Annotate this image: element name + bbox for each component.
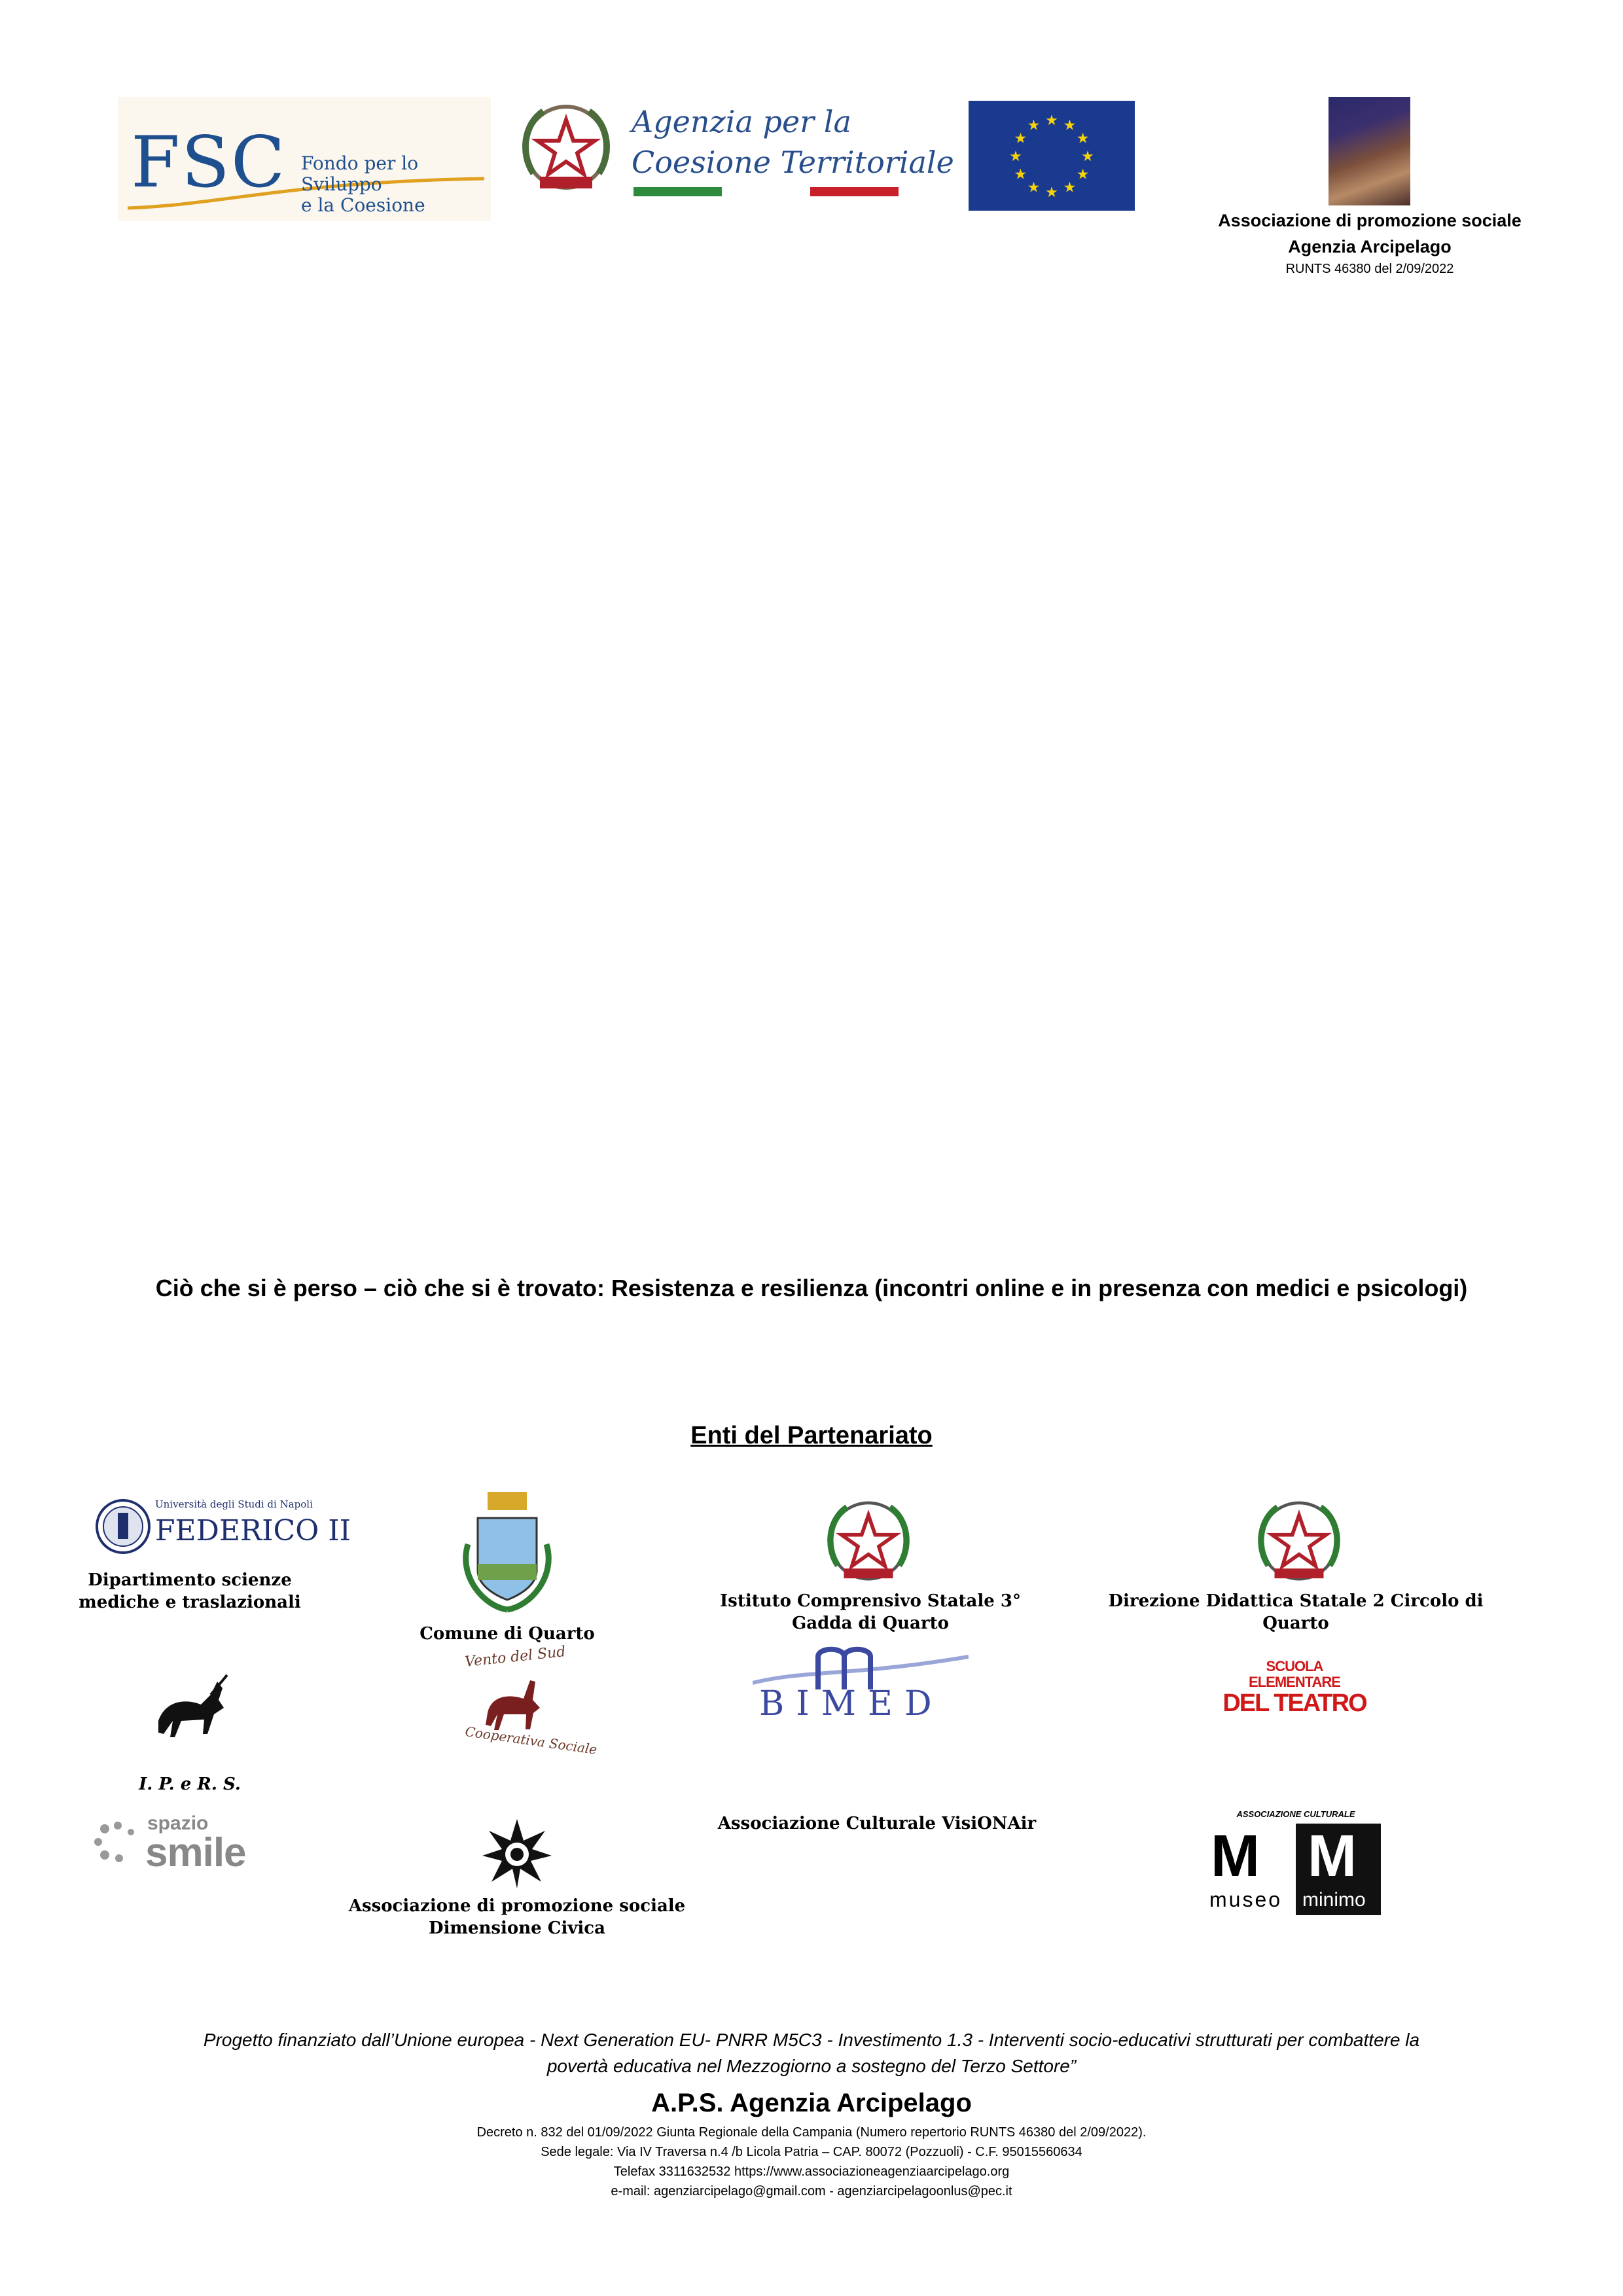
document-title: Ciò che si è perso – ciò che si è trovato: Resistenza e resilienza (incontri online e in presenza con medici e psicologi) — [155, 1275, 1468, 1301]
museo-left-m: M — [1211, 1824, 1260, 1889]
museo-right-m: M — [1308, 1824, 1357, 1889]
italian-emblem-icon — [514, 95, 618, 200]
iper-centaur-icon — [145, 1669, 237, 1740]
visionair-caption: Associazione Culturale VisiONAir — [717, 1814, 1037, 1833]
agency-line1: Agenzia per la — [632, 104, 851, 139]
dimensione-caption-line1: Associazione di promozione sociale — [348, 1896, 686, 1916]
dd-emblem-icon — [1250, 1492, 1348, 1590]
eu-star-icon: ★ — [1027, 116, 1041, 133]
vento-top-text: Vento del Sud — [464, 1643, 567, 1671]
unina-caption — [59, 1569, 321, 1614]
eu-star-icon: ★ — [1063, 116, 1077, 133]
fsc-subtitle-line2: e la Coesione — [301, 194, 425, 216]
eu-star-icon: ★ — [1076, 166, 1090, 183]
header-association-line1: Associazione di promozione sociale — [1218, 211, 1522, 230]
footer-org-name: A.P.S. Agenzia Arcipelago — [651, 2089, 972, 2117]
museo-minimo-logo — [1204, 1809, 1387, 1920]
ic-caption-line1: Istituto Comprensivo Statale 3° — [720, 1591, 1021, 1611]
ic-caption — [713, 1590, 1027, 1634]
eu-star-icon: ★ — [1081, 148, 1094, 164]
smile-line1: spazio — [147, 1812, 209, 1834]
quarto-caption: Comune di Quarto — [419, 1624, 595, 1644]
dimensione-caption — [340, 1895, 694, 1939]
museo-left-text: museo — [1209, 1888, 1283, 1911]
ic-caption-line2: Gadda di Quarto — [792, 1614, 949, 1633]
unina-seal-icon — [95, 1498, 151, 1555]
comune-quarto-crest-icon — [458, 1492, 556, 1613]
spazio-smile-logo — [92, 1812, 288, 1875]
eu-star-icon: ★ — [1014, 130, 1027, 147]
agency-logo-text — [632, 101, 954, 183]
italian-flag-stripe-icon — [633, 185, 899, 199]
eu-star-icon: ★ — [1045, 112, 1058, 128]
association-logo-painting — [1329, 97, 1410, 205]
footer-decree: Decreto n. 832 del 01/09/2022 Giunta Regionale della Campania (Numero repertorio RUNTS 46380 del 2/09/2022). — [476, 2125, 1147, 2140]
ic-emblem-icon — [819, 1492, 918, 1590]
museo-left-panel — [1204, 1824, 1296, 1915]
museo-right-panel — [1296, 1824, 1381, 1915]
fsc-logo — [118, 97, 491, 221]
scuola-line1: SCUOLA ELEMENTARE — [1249, 1658, 1340, 1690]
eu-star-icon: ★ — [1063, 179, 1077, 196]
unina-caption-line1: Dipartimento scienze — [88, 1570, 292, 1590]
vento-del-sud-logo — [452, 1643, 598, 1758]
unina-caption-line2: mediche e traslazionali — [79, 1593, 301, 1612]
museo-top-text: ASSOCIAZIONE CULTURALE — [1236, 1809, 1355, 1819]
dd-caption: Direzione Didattica Statale 2 Circolo di Quarto — [1108, 1591, 1484, 1633]
museo-right-text: minimo — [1302, 1889, 1366, 1911]
scuola-teatro-logo — [1222, 1658, 1366, 1717]
smile-line2: smile — [145, 1830, 246, 1875]
unina-line1: Università degli Studi di Napoli — [155, 1498, 313, 1510]
unina-line2: FEDERICO II — [155, 1514, 351, 1547]
unina-logo — [95, 1497, 351, 1556]
fsc-subtitle — [301, 153, 491, 216]
footer-contacts: Telefax 3311632532 https://www.associazioneagenziaarcipelago.org — [613, 2164, 1010, 2179]
header-association-line3: RUNTS 46380 del 2/09/2022 — [1285, 262, 1454, 276]
partners-heading: Enti del Partenariato — [690, 1422, 933, 1449]
footer-project-line2: povertà educativa nel Mezzogiorno a sostegno del Terzo Settore” — [546, 2056, 1077, 2076]
fsc-subtitle-line1: Fondo per lo Sviluppo — [301, 152, 419, 195]
eu-star-icon: ★ — [1027, 179, 1041, 196]
dimensione-civica-star-icon — [481, 1818, 553, 1890]
eu-star-icon: ★ — [1014, 166, 1027, 183]
eu-star-icon: ★ — [1045, 184, 1058, 200]
header-association-line2: Agenzia Arcipelago — [1288, 237, 1452, 256]
footer-email: e-mail: agenziarcipelago@gmail.com - agenziarcipelagoonlus@pec.it — [611, 2184, 1012, 2199]
bimed-logo — [753, 1644, 969, 1725]
dimensione-caption-line2: Dimensione Civica — [429, 1918, 605, 1938]
bimed-arches-icon — [753, 1644, 969, 1689]
agency-line2: Coesione Territoriale — [632, 145, 954, 180]
footer-project-line1: Progetto finanziato dall’Unione europea - Next Generation EU- PNRR M5C3 - Investimento 1.3 - Interventi socio-educativi strutturati per combattere la — [203, 2030, 1420, 2050]
iper-caption: I. P. e R. S. — [139, 1775, 241, 1794]
fsc-acronym: FSC — [131, 122, 287, 203]
footer-project-note — [131, 2027, 1492, 2079]
footer-address: Sede legale: Via IV Traversa n.4 /b Licola Patria – CAP. 80072 (Pozzuoli) - C.F. 95015560634 — [541, 2145, 1082, 2159]
eu-flag-icon — [969, 101, 1135, 211]
smile-dots-icon — [92, 1819, 144, 1865]
eu-star-icon: ★ — [1076, 130, 1090, 147]
scuola-line2: DEL TEATRO — [1222, 1689, 1366, 1717]
eu-star-icon: ★ — [1009, 148, 1022, 164]
vento-bottom-text: Cooperativa Sociale — [464, 1723, 598, 1758]
vento-centaur-icon — [478, 1667, 550, 1733]
bimed-text: BIMED — [759, 1684, 944, 1723]
